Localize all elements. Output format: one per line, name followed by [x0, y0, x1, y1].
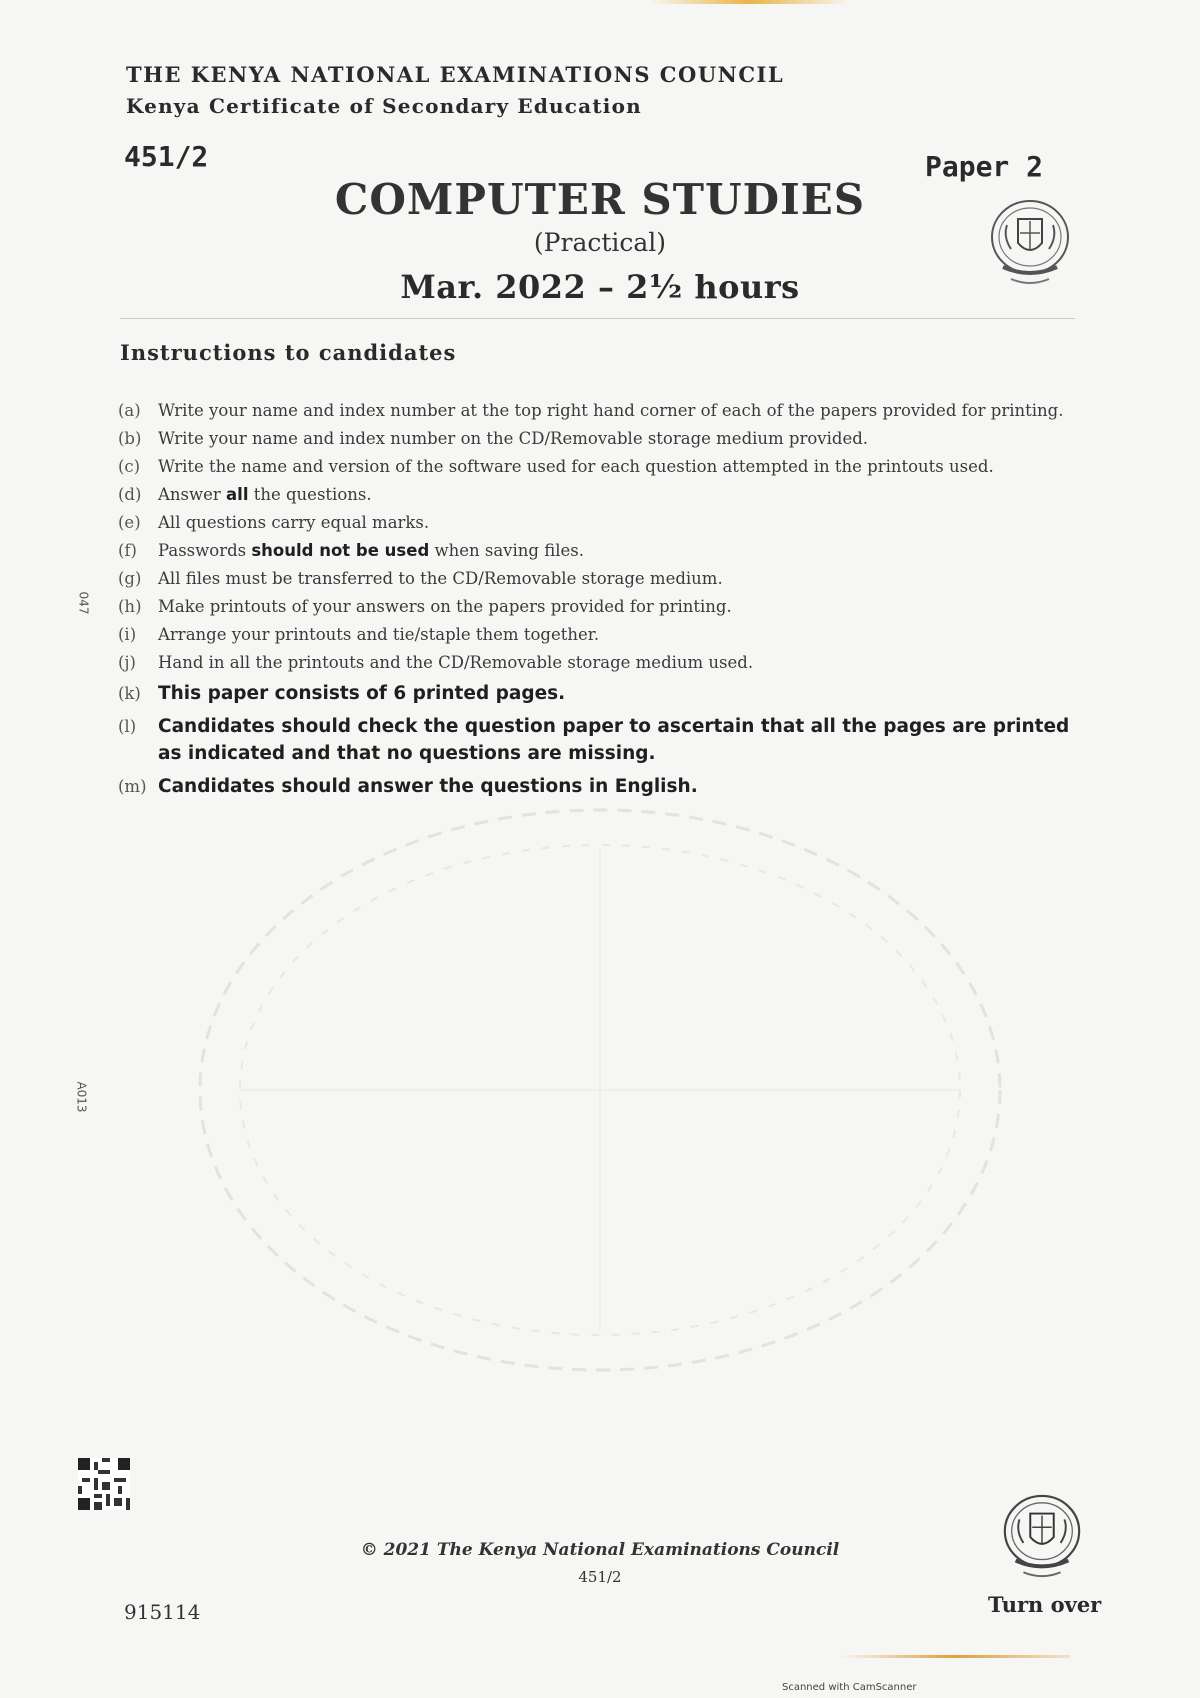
item-text: Candidates should check the question paper to ascertain that all the pages are printed as indicated and that no questions are missing. — [158, 716, 1070, 764]
side-code-lower: A013 — [74, 1081, 89, 1113]
turn-over-label: Turn over — [988, 1592, 1102, 1617]
item-text-post: the questions. — [248, 485, 372, 504]
item-text-emphasis: should not be used — [251, 541, 430, 560]
scan-edge-mark — [840, 1655, 1070, 1658]
item-text: Write the name and version of the software used for each question attempted in the printouts used. — [158, 457, 994, 476]
item-text-post: when saving files. — [429, 541, 584, 560]
item-text: Arrange your printouts and tie/staple them together. — [158, 625, 600, 644]
side-code-upper: 047 — [76, 591, 91, 615]
item-text: All questions carry equal marks. — [158, 513, 430, 532]
scan-edge-mark — [650, 0, 850, 4]
list-item — [118, 400, 1078, 422]
item-text: This paper consists of 6 printed pages. — [158, 683, 566, 704]
qr-code-icon — [78, 1458, 130, 1510]
instructions-heading: Instructions to candidates — [120, 340, 457, 365]
list-item — [118, 680, 1078, 707]
footer-paper-code: 451/2 — [578, 1568, 622, 1586]
item-text — [158, 484, 1078, 506]
exam-date-duration: Mar. 2022 – 2½ hours — [400, 268, 800, 306]
item-label: (g) — [118, 569, 142, 588]
item-text: All files must be transferred to the CD/Removable storage medium. — [158, 569, 723, 588]
list-item — [118, 540, 1078, 562]
item-label: (a) — [118, 401, 141, 420]
item-text: Hand in all the printouts and the CD/Removable storage medium used. — [158, 653, 754, 672]
item-text-pre: Answer — [158, 485, 227, 504]
exam-mode: (Practical) — [533, 228, 667, 257]
item-label: (d) — [118, 485, 142, 504]
copyright-notice: © 2021 The Kenya National Examinations Council — [360, 1540, 840, 1560]
item-label: (b) — [118, 429, 142, 448]
item-label: (i) — [118, 625, 137, 644]
list-item — [118, 652, 1078, 674]
security-watermark — [180, 790, 1020, 1390]
item-label: (j) — [118, 653, 136, 672]
item-text — [158, 540, 1078, 562]
list-item — [118, 456, 1078, 478]
council-name: THE KENYA NATIONAL EXAMINATIONS COUNCIL — [126, 62, 785, 87]
item-text: Write your name and index number at the top right hand corner of each of the papers provided for printing. — [158, 401, 1064, 420]
item-label: (h) — [118, 597, 142, 616]
instructions-list — [118, 400, 1078, 806]
certificate-name: Kenya Certificate of Secondary Education — [126, 94, 642, 118]
coat-of-arms-icon — [985, 195, 1075, 295]
item-label: (c) — [118, 457, 141, 476]
serial-number: 915114 — [124, 1600, 201, 1624]
scanner-watermark: Scanned with CamScanner — [782, 1682, 917, 1693]
list-item — [118, 713, 1078, 767]
paper-code: 451/2 — [124, 140, 209, 173]
list-item — [118, 484, 1078, 506]
coat-of-arms-icon — [998, 1490, 1086, 1588]
list-item — [118, 568, 1078, 590]
item-label: (m) — [118, 777, 147, 796]
subject-title: COMPUTER STUDIES — [334, 175, 866, 224]
list-item — [118, 512, 1078, 534]
paper-number: Paper 2 — [925, 150, 1044, 183]
item-text: Candidates should answer the questions in English. — [158, 776, 698, 797]
list-item — [118, 428, 1078, 450]
item-label: (l) — [118, 717, 137, 736]
item-text-pre: Passwords — [158, 541, 252, 560]
item-text: Make printouts of your answers on the papers provided for printing. — [158, 597, 732, 616]
item-label: (k) — [118, 684, 141, 703]
list-item — [118, 596, 1078, 618]
item-label: (e) — [118, 513, 141, 532]
list-item — [118, 624, 1078, 646]
item-text-emphasis: all — [226, 485, 249, 504]
header-divider — [120, 318, 1075, 319]
item-label: (f) — [118, 541, 137, 560]
item-text: Write your name and index number on the CD/Removable storage medium provided. — [158, 429, 869, 448]
